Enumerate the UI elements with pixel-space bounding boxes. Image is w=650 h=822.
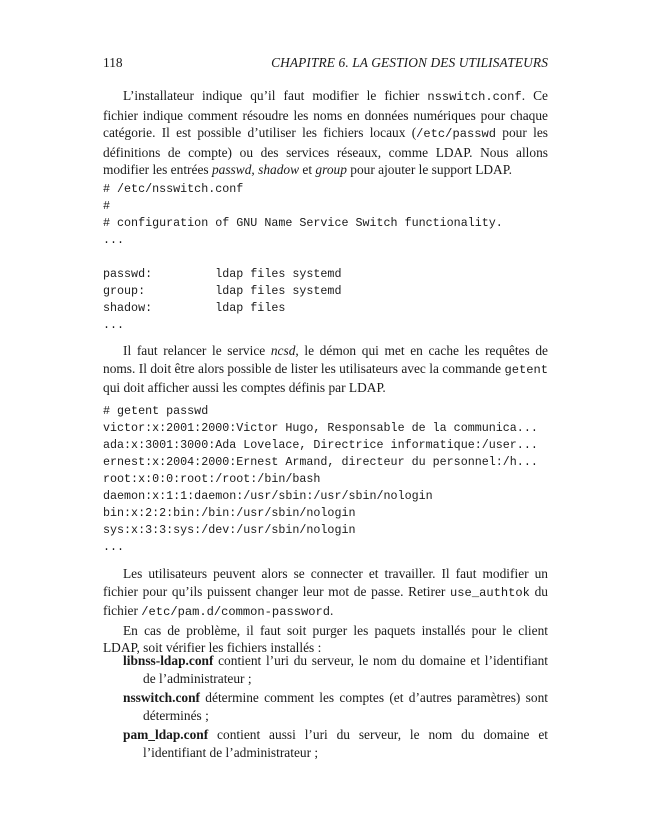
text-run: Il faut relancer le service (123, 343, 271, 358)
code-line: group: ldap files systemd (103, 284, 342, 298)
paragraph-pam (103, 565, 548, 657)
text-run: du fichier (103, 583, 548, 619)
definition-desc: contient aussi l’uri du serveur, le nom du domaine et l’identifiant de l’administrateur ; (143, 727, 548, 760)
text-run: , (251, 162, 259, 178)
code-block-nsswitch (103, 181, 548, 334)
paragraph-nsswitch-intro (103, 87, 548, 179)
code-line: # configuration of GNU Name Service Switch functionality. (103, 216, 503, 230)
code-line: root:x:0:0:root:/root:/bin/bash (103, 472, 321, 486)
code-block-getent (103, 403, 548, 556)
code-line: shadow: ldap files (103, 301, 286, 315)
definition-term: libnss-ldap.conf (123, 653, 214, 668)
code-line: # (103, 199, 111, 213)
text-run: pour les définitions de compte) ou des services réseaux, comme LDAP. Nous allons modifier les entrées (103, 125, 548, 178)
definition-item (103, 689, 548, 724)
emphasis: passwd (211, 162, 252, 178)
text-run: L’installateur indique qu’il faut modifier le fichier (123, 88, 428, 103)
text-run: , le démon qui met en cache les requêtes de noms. Il doit être alors possible de lister les utilisateurs avec la commande (103, 343, 548, 376)
text-run: pour ajouter le support LDAP. (346, 162, 513, 178)
running-title: CHAPITRE 6. LA GESTION DES UTILISATEURS (271, 55, 548, 70)
code-line: # /etc/nsswitch.conf (103, 182, 244, 196)
definition-term: pam_ldap.conf (123, 727, 209, 743)
code-line: ada:x:3001:3000:Ada Lovelace, Directrice informatique:/user... (103, 438, 538, 452)
paragraph-troubleshoot: En cas de problème, il faut soit purger les paquets installés pour le client LDAP, soit vérifier les fichiers installés : (103, 622, 548, 656)
text-run: . (330, 603, 334, 619)
paragraph-getent (103, 342, 548, 397)
text-run: et (299, 162, 316, 178)
code-line: daemon:x:1:1:daemon:/usr/sbin:/usr/sbin/nologin (103, 489, 433, 503)
inline-code: use_authtok (450, 585, 530, 600)
definition-item (103, 726, 548, 761)
code-line: ernest:x:2004:2000:Ernest Armand, directeur du personnel:/h... (103, 455, 538, 469)
code-listing (103, 403, 548, 556)
code-line: # getent passwd (103, 404, 209, 418)
code-listing (103, 181, 548, 334)
code-line: ... (103, 540, 125, 554)
inline-code: /etc/pam.d/common-password (141, 605, 330, 620)
text-run: . Ce fichier indique comment résoudre les noms en données numériques pour chaque catégorie. Il est possible d’utiliser les fichiers locaux ( (103, 88, 548, 141)
code-line: bin:x:2:2:bin:/bin:/usr/sbin/nologin (103, 506, 356, 520)
text-run: qui doit afficher aussi les comptes définis par LDAP. (103, 380, 386, 396)
emphasis: group (315, 162, 347, 178)
definition-list (103, 652, 548, 764)
code-line: victor:x:2001:2000:Victor Hugo, Responsable de la communica... (103, 421, 538, 435)
page-number: 118 (103, 55, 123, 70)
inline-code: /etc/passwd (416, 127, 496, 142)
code-line: ... (103, 318, 125, 332)
inline-code: getent (504, 362, 548, 377)
emphasis: ncsd (270, 343, 296, 358)
text-run: Les utilisateurs peuvent alors se connecter et travailler. Il faut modifier un fichier pour qu’ils puissent changer leur mot de passe. Retirer (103, 566, 548, 599)
definition-desc: détermine comment les comptes (et d’autres paramètres) sont déterminés ; (143, 690, 548, 723)
code-line: passwd: ldap files systemd (103, 267, 342, 281)
inline-code: nsswitch.conf (427, 90, 522, 104)
code-line: sys:x:3:3:sys:/dev:/usr/sbin/nologin (103, 523, 356, 537)
code-line (103, 249, 548, 266)
definition-term: nsswitch.conf (123, 690, 201, 706)
definition-item (103, 652, 548, 687)
definition-desc: contient l’uri du serveur, le nom du domaine et l’identifiant de l’administrateur ; (143, 653, 548, 686)
emphasis: shadow (258, 162, 300, 178)
code-line: ... (103, 233, 125, 247)
